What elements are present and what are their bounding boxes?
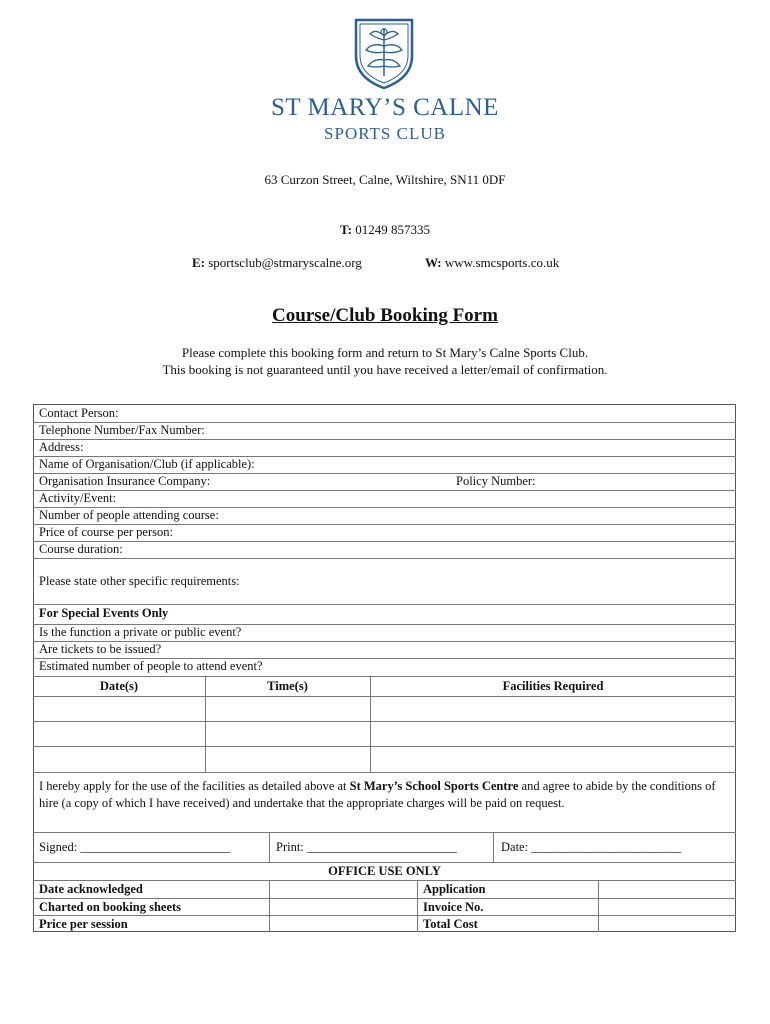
row-divider xyxy=(33,772,736,773)
special-events-heading: For Special Events Only xyxy=(39,606,169,620)
website-value[interactable]: www.smcsports.co.uk xyxy=(444,255,560,270)
row-divider xyxy=(33,676,736,677)
declaration-venue: St Mary’s School Sports Centre xyxy=(349,779,519,793)
price-per-person-label[interactable]: Price of course per person: xyxy=(39,525,173,539)
insurance-company-label[interactable]: Organisation Insurance Company: xyxy=(39,474,211,488)
dates-column-header: Date(s) xyxy=(99,679,139,693)
tickets-question[interactable]: Are tickets to be issued? xyxy=(39,642,162,656)
email-value[interactable]: sportsclub@stmaryscalne.org xyxy=(208,255,362,270)
club-address: 63 Curzon Street, Calne, Wiltshire, SN11 0DF xyxy=(264,172,506,187)
charted-booking-sheets-label: Charted on booking sheets xyxy=(39,900,182,914)
row-divider xyxy=(33,880,736,881)
contact-person-label[interactable]: Contact Person: xyxy=(39,406,119,420)
telephone-label: T: xyxy=(339,222,353,237)
row-divider xyxy=(33,832,736,833)
application-label: Application xyxy=(423,882,486,896)
declaration-after: and agree to abide by the conditions of hire (a copy of which I have received) and undertake that the appropriate charges will be paid on request. xyxy=(39,779,716,810)
policy-number-label[interactable]: Policy Number: xyxy=(456,474,536,488)
price-per-session-label: Price per session xyxy=(39,917,128,931)
address-label[interactable]: Address: xyxy=(39,440,84,454)
column-divider xyxy=(269,832,270,862)
invoice-number-label: Invoice No. xyxy=(423,900,484,914)
club-crest-logo xyxy=(352,16,416,90)
times-column-header: Time(s) xyxy=(267,679,308,693)
estimated-people-question[interactable]: Estimated number of people to attend event? xyxy=(39,659,263,673)
column-divider xyxy=(493,832,494,862)
column-divider xyxy=(598,880,599,932)
club-name: ST MARY’S CALNE xyxy=(271,94,499,121)
column-divider xyxy=(417,880,418,932)
intro-line-1: Please complete this booking form and return to St Mary’s Calne Sports Club. xyxy=(181,345,589,360)
row-divider xyxy=(33,558,736,559)
row-divider xyxy=(33,439,736,440)
office-use-heading: OFFICE USE ONLY xyxy=(328,864,441,878)
column-divider xyxy=(269,880,270,932)
email-line xyxy=(192,255,362,271)
email-label: E: xyxy=(192,255,205,270)
facilities-column-header: Facilities Required xyxy=(502,679,604,693)
declaration-before: I hereby apply for the use of the facilities as detailed above at xyxy=(39,779,350,793)
date-acknowledged-label: Date acknowledged xyxy=(39,882,143,896)
telephone-value: 01249 857335 xyxy=(355,222,431,237)
intro-line-2: This booking is not guaranteed until you have received a letter/email of confirmation. xyxy=(162,362,608,377)
specific-requirements-label[interactable]: Please state other specific requirements: xyxy=(39,574,240,588)
row-divider xyxy=(33,696,736,697)
row-divider xyxy=(33,721,736,722)
organisation-label[interactable]: Name of Organisation/Club (if applicable): xyxy=(39,457,255,471)
row-divider xyxy=(33,862,736,863)
signed-field[interactable]: Signed: ________________________ xyxy=(39,840,231,854)
row-divider xyxy=(33,746,736,747)
row-divider xyxy=(33,915,736,916)
declaration-text xyxy=(39,778,731,811)
row-divider xyxy=(33,604,736,605)
total-cost-label: Total Cost xyxy=(423,917,478,931)
private-public-question[interactable]: Is the function a private or public event? xyxy=(39,625,242,639)
row-divider xyxy=(33,541,736,542)
activity-event-label[interactable]: Activity/Event: xyxy=(39,491,117,505)
row-divider xyxy=(33,898,736,899)
print-field[interactable]: Print: ________________________ xyxy=(276,840,457,854)
website-label: W: xyxy=(425,255,442,270)
telephone-line xyxy=(0,222,770,238)
date-field[interactable]: Date: ________________________ xyxy=(501,840,682,854)
row-divider xyxy=(33,490,736,491)
telephone-fax-label[interactable]: Telephone Number/Fax Number: xyxy=(39,423,205,437)
course-duration-label[interactable]: Course duration: xyxy=(39,542,123,556)
form-title: Course/Club Booking Form xyxy=(272,305,498,326)
club-subtitle: SPORTS CLUB xyxy=(324,124,446,143)
people-attending-label[interactable]: Number of people attending course: xyxy=(39,508,219,522)
website-line xyxy=(425,255,559,271)
